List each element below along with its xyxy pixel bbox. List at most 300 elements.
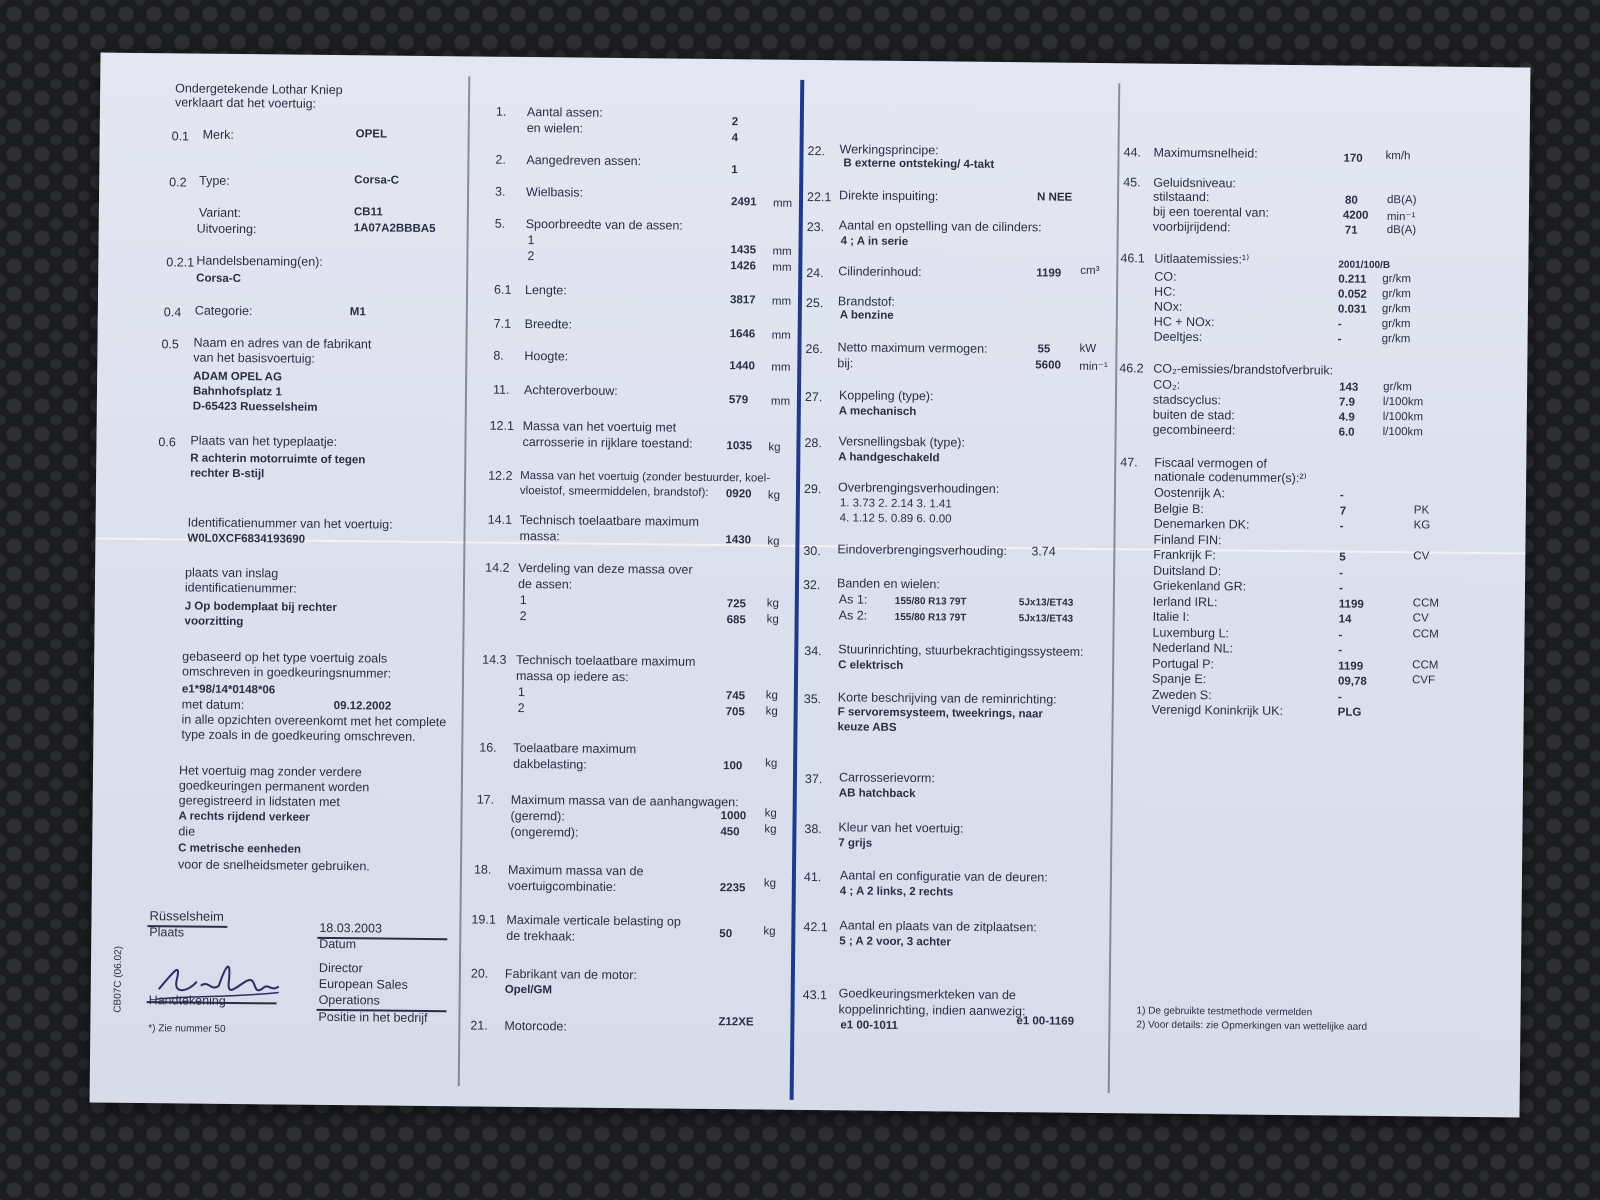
emissie-label: HC: (1154, 284, 1176, 299)
basis-label-1: gebaseerd op het type voertuig zoals (182, 649, 388, 666)
carrosserie-value: AB hatchback (838, 787, 916, 801)
massa-leeg-label-2: vloeistof, smeermiddelen, brandstof): (519, 484, 709, 499)
motorcode-value: Z12XE (718, 1016, 754, 1029)
field-number: 16. (479, 740, 497, 755)
field-number: 0.1 (171, 129, 190, 144)
koppelinrichting-label-2: koppelinrichting, indien aanwezig: (838, 1002, 1026, 1019)
koppeling-label: Koppeling (type): (838, 388, 934, 404)
eindoverbrenging-value: 3.74 (1031, 544, 1056, 559)
aanhangwagen-label: Maximum massa van de aanhangwagen: (510, 792, 739, 810)
deuren-value: 4 ; A 2 links, 2 rechts (839, 885, 954, 899)
field-number: 11. (492, 382, 510, 397)
spec-value: 1 (731, 164, 738, 177)
registratie-label-3: geregistreerd in lidstaten met (178, 793, 340, 810)
land-label: Verenigd Koninkrijk UK: (1151, 702, 1284, 718)
field-number: 21. (470, 1018, 488, 1033)
unit: CCM (1412, 627, 1439, 641)
verdeling-as2-value: 685 (726, 614, 746, 627)
dakbelasting-label-1: Toelaatbare maximum (513, 740, 637, 757)
emissie-value: - (1337, 333, 1342, 346)
koppelinrichting-label-1: Goedkeuringsmerkteken van de (838, 986, 1016, 1003)
spec-value: 2491 (730, 196, 757, 209)
versnellingsbak-label: Versnellingsbak (type): (838, 434, 966, 450)
field-number: 14.3 (482, 652, 507, 667)
field-number: 34. (804, 643, 822, 659)
field-number: 24. (806, 265, 824, 281)
field-number: 19.1 (471, 912, 496, 927)
spec-label: Wielbasis: (526, 185, 584, 200)
basis-label-4: type zoals in de goedkeuring omschreven. (181, 727, 416, 744)
as1-label: As 1: (838, 592, 868, 607)
unit: l/100km (1382, 425, 1423, 439)
ongeremd-label: (ongeremd): (510, 824, 579, 840)
unit: kg (767, 489, 781, 502)
field-number: 46.1 (1120, 251, 1145, 266)
goedkeuringsnummer-value: e1*98/14*0148*06 (181, 683, 276, 697)
land-value: PLG (1337, 706, 1362, 719)
field-number: 12.2 (488, 468, 513, 483)
land-value: - (1339, 567, 1344, 580)
max-massa-label-2: massa: (519, 528, 560, 544)
registratie-value-2: C metrische eenheden (178, 842, 301, 856)
unit: mm (770, 395, 791, 408)
inspuiting-value: N NEE (1037, 191, 1073, 204)
column-divider (458, 76, 471, 1086)
field-number: 32. (802, 577, 821, 593)
unit: kg (766, 613, 779, 626)
spec-label: Hoogte: (524, 348, 569, 364)
field-number: 20. (470, 966, 489, 981)
kleur-label: Kleur van het voertuig: (838, 820, 964, 836)
toerental-label: bij: (837, 356, 854, 371)
cilinders-label: Aantal en opstelling van de cilinders: (838, 218, 1042, 235)
merk-value: OPEL (355, 128, 388, 141)
land-value: 1199 (1338, 660, 1364, 673)
spec-label: Achteroverbouw: (523, 382, 618, 398)
unit: KG (1413, 519, 1431, 532)
overbrenging-row-1: 1. 3.73 2. 2.14 3. 1.41 (839, 497, 952, 511)
field-number: 27. (804, 389, 823, 405)
dakbelasting-label-2: dakbelasting: (513, 756, 587, 772)
fabrikant-value-2: Bahnhofsplatz 1 (192, 385, 282, 399)
unit: mm (772, 197, 793, 210)
kleur-value: 7 grijs (838, 837, 873, 850)
spec-label: Breedte: (524, 316, 573, 332)
unit: CVF (1411, 674, 1436, 687)
motorcode-label: Motorcode: (504, 1018, 567, 1034)
field-number: 46.2 (1119, 361, 1144, 376)
spec-label: en wielen: (526, 121, 584, 136)
rem-value-1: F servoremsysteem, tweekrings, naar (837, 706, 1043, 721)
unit: PK (1413, 503, 1430, 516)
fabrikant-value-1: ADAM OPEL AG (193, 370, 283, 384)
registratie-label-1: Het voertuig mag zonder verdere (178, 763, 362, 780)
werkingsprincipe-label: Werkingsprincipe: (839, 142, 939, 158)
overbrenging-row-2: 4. 1.12 5. 0.89 6. 0.00 (839, 512, 952, 526)
registration-document (90, 53, 1531, 1118)
combinatie-value: 2235 (719, 882, 746, 895)
land-value: - (1338, 582, 1343, 595)
field-number: 22.1 (806, 189, 832, 205)
brandstof-value: A benzine (839, 309, 894, 322)
intro-line-2: verklaart dat het voertuig: (174, 95, 317, 111)
land-label: Denemarken DK: (1153, 516, 1250, 532)
variant-label: Variant: (198, 205, 242, 221)
land-value: 09,78 (1337, 675, 1367, 688)
unit: kg (764, 807, 777, 820)
vin-label: Identificatienummer van het voertuig: (187, 515, 393, 532)
as-nummer: 2 (517, 700, 525, 716)
voorbijrijdend-label: voorbijrijdend: (1152, 219, 1231, 235)
field-number: 12.1 (489, 418, 515, 433)
unit: kg (763, 925, 776, 938)
as1-banden: 155/80 R13 79T (894, 595, 967, 608)
land-label: Italie I: (1152, 609, 1190, 624)
emissie-label: HC + NOx: (1153, 314, 1215, 330)
typeplaatje-value-2: rechter B-stijl (190, 467, 265, 481)
inspuiting-label: Direkte inspuiting: (839, 188, 939, 204)
unit: l/100km (1382, 410, 1424, 424)
verbruik-value: 143 (1339, 381, 1359, 394)
unit: mm (771, 329, 791, 342)
categorie-value: M1 (349, 306, 366, 319)
emissie-value: 0.052 (1338, 288, 1367, 301)
type-label: Type: (199, 173, 230, 188)
unit: CCM (1412, 658, 1439, 672)
vin-value: W0L0XCF6834193690 (187, 532, 306, 546)
registratie-value-1: A rechts rijdend verkeer (178, 810, 310, 824)
unit: min⁻¹ (1079, 360, 1108, 374)
field-number: 7.1 (493, 316, 512, 331)
unit: dB(A) (1386, 224, 1417, 237)
land-label: Nederland NL: (1152, 640, 1234, 656)
as2-wielen: 5Jx13/ET43 (1018, 613, 1074, 625)
unit: CV (1413, 550, 1430, 563)
eindoverbrenging-label: Eindoverbrengingsverhouding: (837, 542, 1008, 559)
field-number: 28. (804, 435, 822, 451)
verdeling-as1-value: 725 (726, 598, 747, 611)
as-massa-as2-value: 705 (725, 706, 745, 719)
land-value: - (1339, 489, 1344, 502)
unit: min⁻¹ (1386, 211, 1416, 224)
datum-value: 09.12.2002 (333, 700, 392, 713)
field-number: 42.1 (803, 919, 828, 935)
as2-label: As 2: (838, 608, 868, 623)
fabrikant-motor-label: Fabrikant van de motor: (504, 966, 637, 983)
unit: mm (772, 261, 792, 274)
spec-value: 1440 (729, 360, 755, 373)
combinatie-label-2: voertuigcombinatie: (507, 878, 617, 894)
land-value: - (1337, 691, 1342, 704)
inslag-value-1: J Op bodemplaat bij rechter (184, 600, 337, 615)
cilinders-value: 4 ; A in serie (840, 235, 909, 249)
spec-value: 3817 (729, 294, 756, 307)
voetnoot-2: 2) Voor details: zie Opmerkingen van wettelijke aard (1136, 1019, 1368, 1033)
spec-label: Aangedreven assen: (526, 153, 642, 169)
verbruik-value: 7.9 (1338, 396, 1356, 409)
emissie-value: - (1337, 318, 1342, 331)
verbruik-label: CO₂: (1153, 377, 1181, 392)
registratie-label-2: goedkeuringen permanent worden (178, 778, 370, 795)
basis-label-3: in alle opzichten overeenkomt met het complete (181, 712, 447, 730)
verbruik-value: 6.0 (1338, 426, 1355, 439)
max-massa-value: 1430 (725, 534, 752, 547)
unit: gr/km (1382, 287, 1411, 301)
unit: kg (765, 689, 779, 702)
land-label: Portugal P: (1152, 656, 1215, 671)
land-value: 5 (1339, 551, 1346, 564)
unit: kg (764, 823, 777, 836)
land-value: - (1338, 629, 1343, 642)
voetnoot-1: 1) De gebruikte testmethode vermelden (1136, 1005, 1313, 1019)
unit: mm (771, 361, 791, 374)
verbruik-value: 4.9 (1338, 411, 1355, 424)
registratie-label-5: voor de snelheidsmeter gebruiken. (177, 857, 370, 874)
as-massa-label-2: massa op iedere as: (515, 668, 629, 685)
merk-label: Merk: (202, 127, 235, 142)
emissie-label: NOx: (1153, 299, 1183, 314)
unit: kg (768, 441, 781, 454)
plaats-label: Plaats (149, 925, 185, 940)
toerental-label: bij een toerental van: (1152, 204, 1270, 220)
field-number: 18. (473, 862, 492, 877)
land-label: Zweden S: (1151, 687, 1212, 702)
land-label: Duitsland D: (1153, 563, 1222, 578)
field-number: 25. (805, 295, 824, 311)
land-label: Oostenrijk A: (1153, 485, 1225, 501)
field-number: 44. (1123, 145, 1142, 160)
carrosserie-label: Carrosserievorm: (838, 770, 935, 786)
field-number: 14.1 (487, 512, 513, 527)
unit: gr/km (1383, 380, 1412, 394)
verdeling-label-2: de assen: (517, 576, 573, 592)
spec-label: Lengte: (525, 283, 567, 298)
spec-value: 2 (731, 116, 739, 129)
maximumsnelheid-label: Maximumsnelheid: (1153, 145, 1258, 161)
fabrikant-value-3: D-65423 Ruesselsheim (192, 400, 318, 414)
unit: kg (766, 597, 780, 610)
max-massa-label-1: Technisch toelaatbare maximum (519, 512, 699, 529)
uitlaatemissies-label: Uitlaatemissies:¹⁾ (1154, 251, 1250, 267)
categorie-label: Categorie: (194, 303, 253, 319)
fiscaal-label-1: Fiscaal vermogen of (1154, 455, 1267, 471)
positie-label: Positie in het bedrijf (318, 1009, 428, 1026)
unit: cm³ (1080, 264, 1100, 278)
as1-wielen: 5Jx13/ET43 (1018, 597, 1074, 609)
deuren-label: Aantal en configuratie van de deuren: (839, 868, 1048, 885)
cilinderinhoud-label: Cilinderinhoud: (838, 264, 922, 280)
field-number: 35. (803, 691, 822, 707)
stilstaand-value: 80 (1344, 194, 1358, 207)
footnote: *) Zie nummer 50 (148, 1023, 226, 1035)
spec-value: 4 (731, 132, 739, 145)
handelsbenaming-value: Corsa-C (196, 272, 241, 286)
koppelinrichting-value-2: e1 00-1169 (1016, 1015, 1075, 1028)
massa-leeg-value: 0920 (725, 488, 752, 501)
massa-rijklaar-label-1: Massa van het voertuig met (522, 418, 677, 435)
field-number: 43.1 (802, 987, 828, 1003)
positie-3: Operations (318, 992, 380, 1008)
unit: kg (767, 535, 780, 548)
type-value: Corsa-C (354, 174, 400, 187)
massa-rijklaar-label-2: carrosserie in rijklare toestand: (522, 434, 693, 451)
land-label: Belgie B: (1153, 501, 1204, 516)
spec-value: 579 (728, 394, 749, 407)
richtlijn-value: 2001/100/B (1338, 259, 1391, 272)
land-label: Luxemburg L: (1152, 625, 1230, 640)
verbruik-label: buiten de stad: (1152, 407, 1235, 423)
stuurinrichting-label: Stuurinrichting, stuurbekrachtigingssysteem: (838, 642, 1084, 659)
field-number: 26. (805, 341, 823, 357)
positie-2: European Sales (318, 976, 408, 992)
unit: kg (765, 705, 778, 718)
datum-label: met datum: (181, 697, 245, 713)
inslag-label-1: plaats van inslag (185, 565, 279, 581)
werkingsprincipe-value: B externe ontsteking/ 4-takt (843, 157, 995, 171)
emissie-label: Deeltjes: (1153, 329, 1203, 345)
unit: kg (763, 877, 777, 890)
field-number: 30. (803, 543, 821, 559)
geluidsniveau-label: Geluidsniveau: (1153, 175, 1237, 191)
field-number: 17. (476, 792, 495, 807)
field-number: 0.6 (158, 435, 176, 450)
massa-leeg-label-1: Massa van het voertuig (zonder bestuurder, koel- (520, 469, 771, 485)
trekhaak-value: 50 (719, 928, 733, 941)
land-label: Spanje E: (1151, 671, 1207, 687)
positie-1: Director (318, 960, 363, 976)
vermogen-label: Netto maximum vermogen: (837, 340, 988, 356)
handtekening-label: Handtekening (148, 993, 226, 1008)
geremd-value: 1000 (720, 810, 747, 823)
field-number: 29. (803, 481, 822, 497)
unit: CCM (1412, 596, 1440, 610)
trekhaak-label-2: de trekhaak: (506, 928, 576, 944)
field-number: 22. (807, 143, 826, 159)
land-value: - (1339, 520, 1344, 533)
field-number: 38. (804, 821, 822, 837)
field-number: 14.2 (485, 560, 510, 575)
as-nummer: 1 (517, 684, 525, 700)
spec-value: 1646 (729, 328, 756, 341)
overbrenging-label: Overbrengingsverhoudingen: (837, 480, 1000, 496)
unit: gr/km (1382, 272, 1412, 286)
fabrikant-label-1: Naam en adres van de fabrikant (193, 335, 372, 352)
field-number: 37. (804, 771, 823, 787)
stuurinrichting-value: C elektrisch (838, 659, 904, 672)
geremd-label: (geremd): (510, 808, 565, 824)
combinatie-label-1: Maximum massa van de (507, 862, 644, 879)
inslag-value-2: voorzitting (184, 615, 244, 629)
field-number: 47. (1120, 455, 1138, 470)
land-label: Frankrijk F: (1153, 547, 1216, 563)
fabrikant-label-2: van het basisvoertuig: (193, 350, 316, 366)
unit: kg (765, 757, 778, 770)
field-number: 23. (806, 219, 825, 235)
koppelinrichting-value-1: e1 00-1011 (840, 1019, 899, 1032)
plaats-value: Rüsselsheim (149, 908, 224, 924)
field-number: 1. (495, 104, 507, 119)
dakbelasting-value: 100 (723, 760, 743, 773)
field-number: 3. (495, 184, 506, 199)
field-number: 5. (494, 216, 506, 231)
koppeling-value: A mechanisch (838, 405, 917, 419)
unit: dB(A) (1387, 194, 1417, 207)
vermogen-value: 55 (1037, 343, 1051, 356)
datum-signed-label: Datum (319, 936, 357, 952)
uitvoering-value: 1A07A2BBBA5 (353, 222, 436, 236)
typeplaatje-value-1: R achterin motorruimte of tegen (190, 452, 366, 467)
datum-signed-value: 18.03.2003 (319, 920, 383, 936)
intro-line-1: Ondergetekende Lothar Kniep (175, 81, 343, 98)
emissie-value: 0.211 (1338, 273, 1367, 286)
rem-value-2: keuze ABS (837, 721, 897, 734)
emissie-value: 0.031 (1337, 303, 1367, 316)
field-number: 45. (1123, 175, 1141, 190)
unit: kW (1079, 342, 1097, 355)
land-label: Ierland IRL: (1152, 594, 1218, 609)
registratie-label-4: die (178, 824, 196, 839)
basis-label-2: omschreven in goedkeuringsnummer: (181, 664, 392, 681)
unit: mm (772, 245, 792, 258)
handelsbenaming-label: Handelsbenaming(en): (196, 253, 323, 269)
unit: gr/km (1381, 317, 1411, 331)
land-value: 14 (1338, 613, 1352, 626)
zitplaatsen-label: Aantal en plaats van de zitplaatsen: (839, 918, 1037, 935)
emissie-label: CO: (1154, 269, 1177, 284)
cilinderinhoud-value: 1199 (1036, 267, 1062, 280)
unit: km/h (1385, 150, 1411, 163)
spec-value: 1426 (730, 260, 756, 273)
verbruik-label: stadscyclus: (1152, 392, 1222, 408)
versnellingsbak-value: A handgeschakeld (838, 451, 940, 465)
as-massa-label-1: Technisch toelaatbare maximum (516, 652, 696, 669)
field-number: 2. (495, 152, 506, 167)
land-value: 1199 (1338, 598, 1364, 611)
land-value: - (1338, 644, 1343, 657)
land-label: Griekenland GR: (1152, 578, 1247, 594)
field-number: 0.2.1 (166, 255, 195, 270)
brandstof-label: Brandstof: (837, 294, 896, 309)
uitvoering-label: Uitvoering: (196, 221, 257, 237)
co2-label: CO₂-emissies/brandstofverbruik: (1153, 361, 1334, 378)
typeplaatje-label: Plaats van het typeplaatje: (190, 433, 338, 450)
field-number: 0.5 (161, 337, 179, 352)
inslag-label-2: identificatienummer: (184, 580, 297, 596)
trekhaak-label-1: Maximale verticale belasting op (506, 912, 681, 929)
verdeling-label-1: Verdeling van deze massa over (518, 560, 693, 577)
spec-label: Aantal assen: (526, 105, 603, 120)
as-massa-as1-value: 745 (725, 690, 746, 703)
unit: gr/km (1381, 332, 1411, 346)
verbruik-label: gecombineerd: (1152, 422, 1236, 438)
spec-value: 1435 (730, 244, 757, 257)
as-nummer: 1 (519, 592, 527, 608)
ongeremd-value: 450 (720, 826, 740, 839)
field-number: 6.1 (494, 282, 512, 297)
spec-label: 1 (527, 233, 535, 248)
zitplaatsen-value: 5 ; A 2 voor, 3 achter (839, 935, 951, 949)
unit: CV (1412, 612, 1429, 625)
toerental-value: 4200 (1342, 209, 1369, 222)
voorbijrijdend-value: 71 (1344, 224, 1358, 237)
rem-label: Korte beschrijving van de reminrichting: (837, 690, 1057, 707)
form-code: CB07C (06.02) (112, 946, 125, 1013)
fiscaal-label-2: nationale codenummer(s):²⁾ (1154, 469, 1307, 486)
column-divider (1108, 83, 1121, 1093)
fabrikant-motor-value: Opel/GM (504, 983, 553, 997)
spec-label: Spoorbreedte van de assen: (525, 217, 683, 233)
field-number: 0.2 (169, 175, 187, 190)
